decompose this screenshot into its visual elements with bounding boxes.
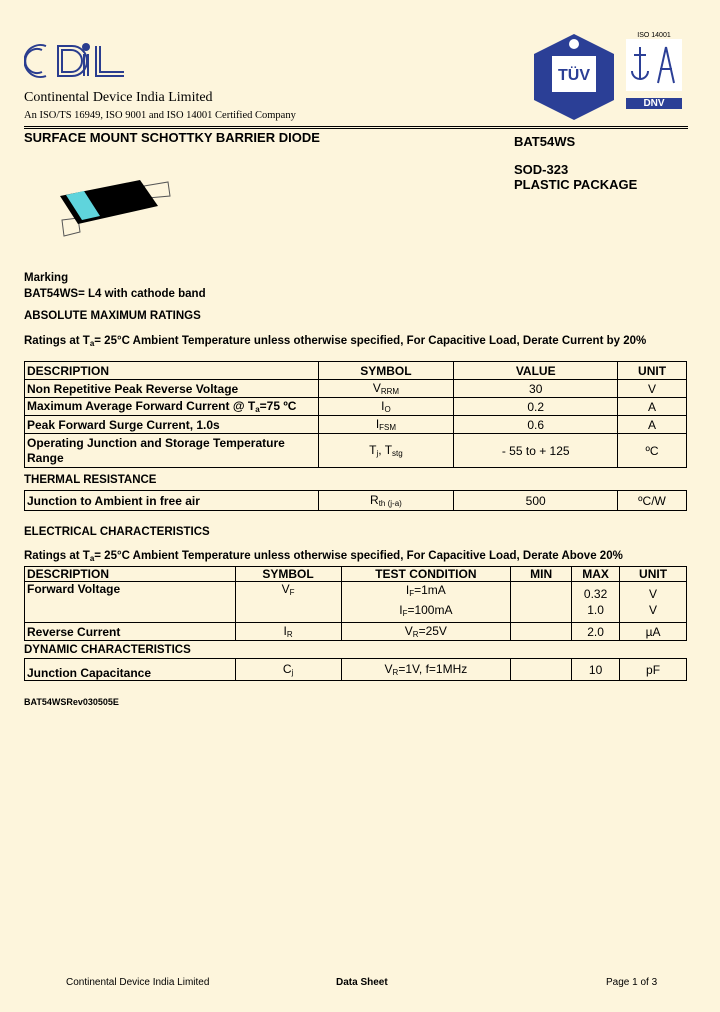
tuv-badge bbox=[526, 32, 622, 127]
dynamic-heading: DYNAMIC CHARACTERISTICS bbox=[24, 644, 191, 656]
table-row: Maximum Average Forward Current @ $T_a=75$ ºC $I_O$ 0.2 A bbox=[25, 398, 687, 416]
anchor-icon bbox=[626, 39, 682, 91]
revision-code: BAT54WSRev030505E bbox=[24, 697, 119, 707]
table-header-row: DESCRIPTION SYMBOL TEST CONDITION MIN MAX UNIT bbox=[25, 567, 687, 582]
electrical-ratings: Ratings at $T_a= 25^\circ C$ Ambient Temperature unless otherwise specified, For Capacitive Load, Derate Above 20% bbox=[24, 550, 623, 563]
abs-max-table bbox=[24, 361, 687, 468]
marking-heading: Marking bbox=[24, 272, 69, 284]
table-row: Junction Capacitance $C_j$ $V_R=1V$, f=1MHz 10 pF bbox=[25, 659, 687, 681]
electrical-heading: ELECTRICAL CHARACTERISTICS bbox=[24, 526, 210, 538]
header-divider-2 bbox=[24, 128, 688, 129]
table-row: Forward Voltage $V_F$ $I_F=1mA$ $I_F=100mA$ 0.32 1.0 V V bbox=[25, 582, 687, 623]
tuv-text: TÜV bbox=[558, 67, 590, 84]
dynamic-table bbox=[24, 658, 687, 681]
dnv-badge bbox=[626, 32, 682, 109]
table-row: Operating Junction and Storage Temperature Range $T_j$, $T_{stg}$ - 55 to + 125 ºC bbox=[25, 434, 687, 468]
thermal-table bbox=[24, 490, 687, 511]
thermal-heading: THERMAL RESISTANCE bbox=[24, 474, 157, 486]
cdil-logo bbox=[24, 40, 136, 87]
header-divider bbox=[24, 126, 688, 127]
footer-title: Data Sheet bbox=[336, 977, 388, 988]
cert-line: An ISO/TS 16949, ISO 9001 and ISO 14001 Certified Company bbox=[24, 110, 296, 121]
dnv-text: DNV bbox=[626, 98, 682, 109]
footer-page: Page 1 of 3 bbox=[606, 977, 658, 988]
part-number: BAT54WS bbox=[514, 134, 576, 149]
footer-company: Continental Device India Limited bbox=[66, 977, 210, 988]
package-info: SOD-323 PLASTIC PACKAGE bbox=[514, 162, 638, 192]
iso-badge-label: ISO 14001 bbox=[637, 32, 671, 39]
product-title: SURFACE MOUNT SCHOTTKY BARRIER DIODE bbox=[24, 130, 320, 145]
package-image bbox=[48, 172, 178, 251]
table-row: Reverse Current $I_R$ $V_R=25V$ 2.0 µA bbox=[25, 623, 687, 641]
marking-line: BAT54WS= L4 with cathode band bbox=[24, 288, 206, 300]
table-header-row: DESCRIPTION SYMBOL VALUE UNIT bbox=[25, 362, 687, 380]
table-row: Non Repetitive Peak Reverse Voltage $V_{RRM}$ 30 V bbox=[25, 380, 687, 398]
electrical-table bbox=[24, 566, 687, 641]
table-row: Peak Forward Surge Current, 1.0s $I_{FSM}$ 0.6 A bbox=[25, 416, 687, 434]
abs-max-heading: ABSOLUTE MAXIMUM RATINGS bbox=[24, 310, 201, 322]
table-row: Junction to Ambient in free air $R_{th (j-a)}$ 500 ºC/W bbox=[25, 491, 687, 511]
abs-max-ratings: Ratings at $T_a= 25^\circ C$ Ambient Temperature unless otherwise specified, For Capacitive Load, Derate Current by 20% bbox=[24, 335, 647, 348]
company-name: Continental Device India Limited bbox=[24, 90, 213, 105]
